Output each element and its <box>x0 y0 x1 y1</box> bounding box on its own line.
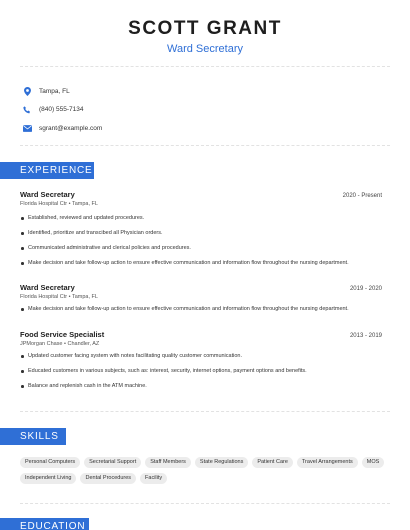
job-employer: Florida Hospital Ctr • Tampa, FL <box>20 201 98 207</box>
candidate-role: Ward Secretary <box>166 43 243 55</box>
experience-heading: EXPERIENCE <box>0 162 94 179</box>
skill-chip: Independent Living <box>20 473 76 484</box>
skill-chip: Travel Arrangements <box>297 457 358 468</box>
job-bullets <box>20 352 382 390</box>
location-text: Tampa, FL <box>39 87 70 95</box>
bullet-item: Make decision and take follow-up action to ensure effective communication and information flow throughout the nursing department. <box>20 259 382 267</box>
skill-chip: Patient Care <box>252 457 293 468</box>
bullet-item: Communicated administrative and clerical policies and procedures. <box>20 244 382 252</box>
divider <box>20 503 390 504</box>
skill-chip: Dental Procedures <box>80 473 136 484</box>
divider <box>20 411 390 412</box>
job-location: Tampa, FL <box>71 201 98 207</box>
job-entry <box>20 283 382 320</box>
phone-icon <box>20 103 34 117</box>
phone-text: (840) 555-7134 <box>39 106 84 113</box>
email-text: sgrant@example.com <box>39 124 103 132</box>
skill-chip: Personal Computers <box>20 457 80 468</box>
bullet-item: Make decision and take follow-up action to ensure effective communication and information flow throughout the nursing department. <box>20 305 382 313</box>
skill-chip: Secretarial Support <box>84 457 141 468</box>
job-title: Ward Secretary <box>20 283 75 292</box>
job-bullets <box>20 305 382 313</box>
job-dates: 2020 - Present <box>342 193 382 199</box>
divider <box>20 66 390 67</box>
skills-heading: SKILLS <box>0 428 66 445</box>
job-title: Ward Secretary <box>20 190 75 199</box>
candidate-name: SCOTT GRANT <box>128 18 282 39</box>
contact-list <box>20 82 102 138</box>
skill-chip: Facility <box>140 473 167 484</box>
skills-list <box>20 457 395 484</box>
bullet-item: Educated customers in various subjects, such as: interest, security, internet options, payment options and benefits. <box>20 367 382 375</box>
skill-chip: State Regulations <box>195 457 248 468</box>
job-entry <box>20 330 382 397</box>
contact-email <box>20 119 102 137</box>
job-company: JPMorgan Chase <box>20 341 63 347</box>
job-employer: Florida Hospital Ctr • Tampa, FL <box>20 294 98 300</box>
job-entry <box>20 190 382 274</box>
job-location: Tampa, FL <box>71 294 98 300</box>
skill-chip: MOS <box>362 457 385 468</box>
job-company: Florida Hospital Ctr <box>20 294 68 300</box>
job-location: Chandler, AZ <box>67 341 100 347</box>
bullet-item: Balance and replenish cash in the ATM machine. <box>20 382 382 390</box>
divider <box>20 145 390 146</box>
envelope-icon <box>20 121 34 135</box>
contact-location <box>20 82 102 100</box>
contact-phone <box>20 101 102 119</box>
job-dates: 2019 - 2020 <box>349 286 382 292</box>
map-pin-icon <box>20 84 34 98</box>
skill-chip: Staff Members <box>145 457 191 468</box>
resume-header <box>0 18 410 56</box>
education-heading: EDUCATION <box>0 518 89 530</box>
job-title: Food Service Specialist <box>20 330 105 339</box>
bullet-item: Established, reviewed and updated procedures. <box>20 214 382 222</box>
job-company: Florida Hospital Ctr <box>20 201 68 207</box>
job-dates: 2013 - 2019 <box>349 333 382 339</box>
bullet-item: Updated customer facing system with notes facilitating quality customer communication. <box>20 352 382 360</box>
job-bullets <box>20 214 382 267</box>
bullet-item: Identified, prioritize and transcibed all Physician orders. <box>20 229 382 237</box>
job-employer: JPMorgan Chase • Chandler, AZ <box>20 341 100 347</box>
